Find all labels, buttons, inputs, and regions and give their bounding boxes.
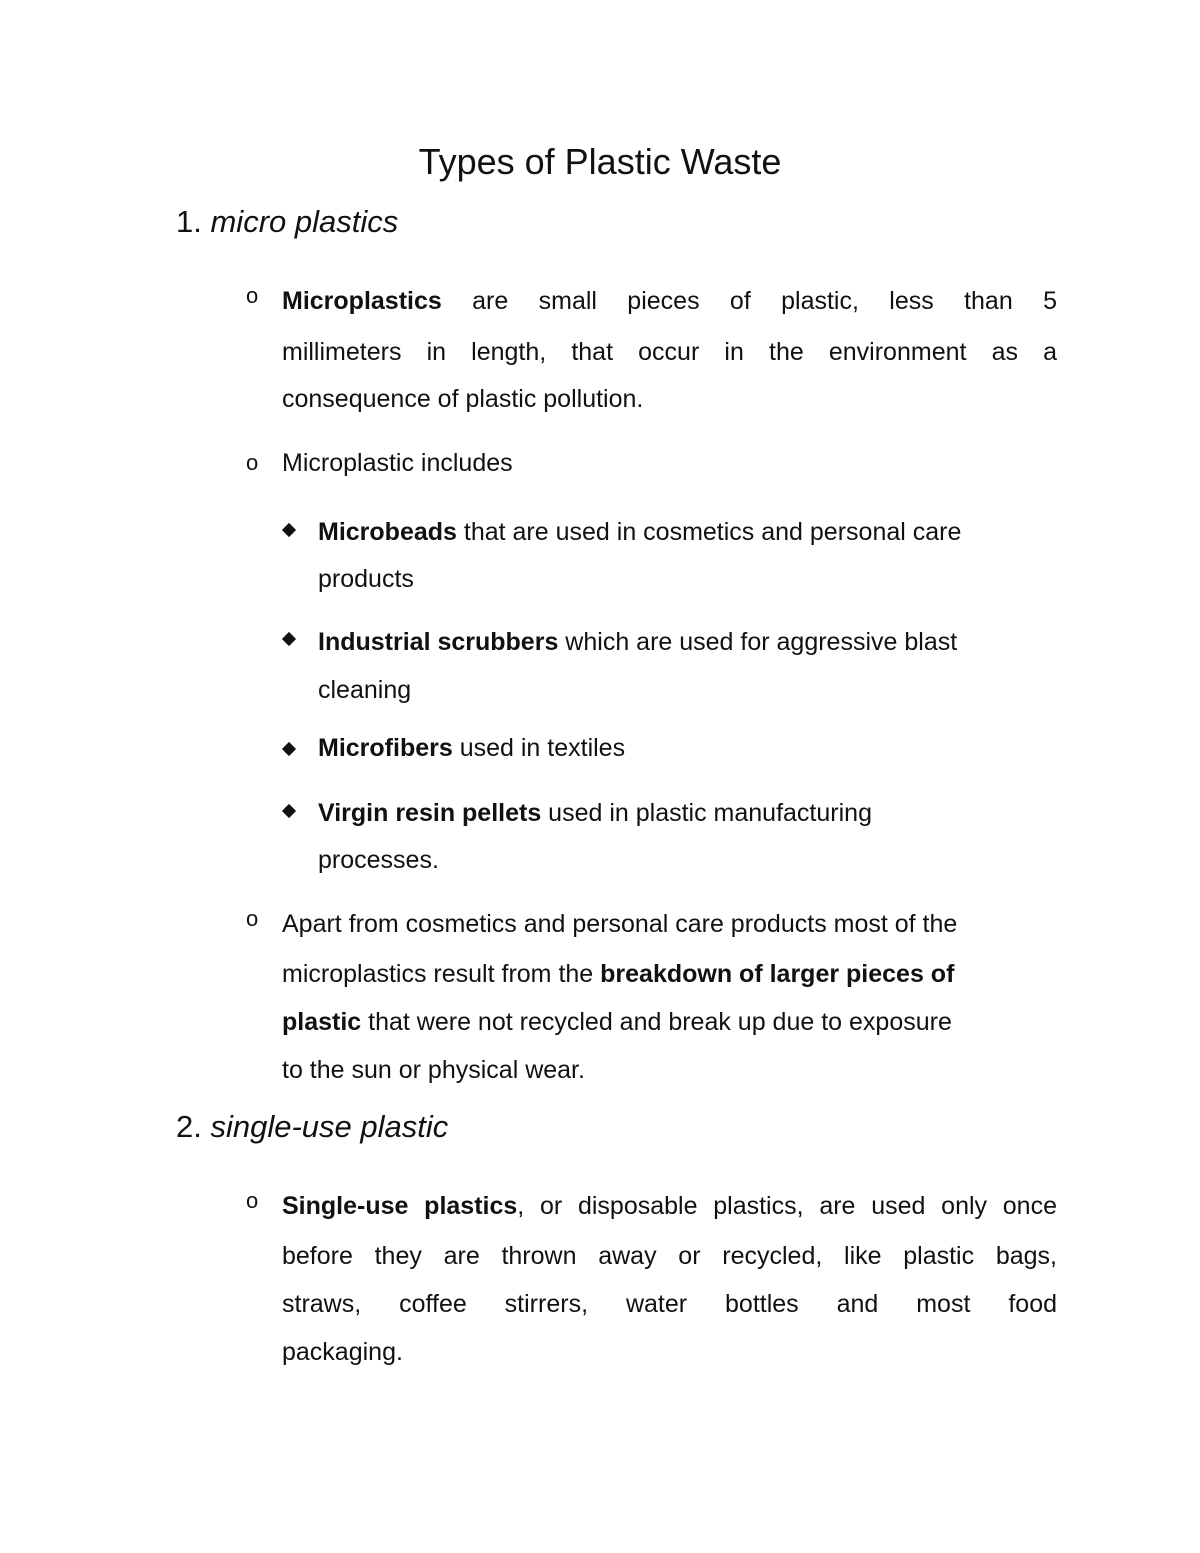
section-heading-micro-plastics — [176, 202, 398, 242]
text-line — [282, 998, 1057, 1046]
text-line — [318, 509, 1058, 556]
text-line — [318, 728, 1058, 768]
diamond-bullet-icon — [282, 804, 296, 818]
circle-bullet: o — [246, 450, 259, 475]
text-line: consequence of plastic pollution. — [282, 385, 644, 413]
diamond-bullet-icon — [282, 632, 296, 646]
subitem-microbeads — [318, 509, 1058, 603]
list-item-microplastics-definition — [282, 277, 1057, 421]
text-span: used in textiles — [452, 734, 626, 762]
list-item-single-use-definition — [282, 1181, 1057, 1376]
bold-term: plastic — [282, 1008, 362, 1036]
text-line: Apart from cosmetics and personal care products most of the — [282, 910, 958, 938]
text-line: processes. — [318, 846, 439, 874]
text-span: that were not recycled and break up due to exposure — [361, 1008, 952, 1036]
subitem-microfibers — [318, 728, 1058, 768]
subitem-industrial-scrubbers — [318, 618, 1058, 714]
bold-term: Microplastics — [282, 287, 442, 315]
circle-bullet: o — [246, 1188, 259, 1213]
text-span: , or disposable plastics, are used only once — [517, 1192, 1057, 1220]
text-line — [282, 277, 1057, 326]
text-span: which are used for aggressive blast — [558, 628, 958, 656]
text-line: packaging. — [282, 1338, 403, 1366]
bold-term: breakdown of larger pieces of — [600, 960, 955, 988]
text-line: cleaning — [318, 676, 412, 704]
text-line: millimeters in length, that occur in the environment as a — [282, 338, 1057, 366]
text-line: to the sun or physical wear. — [282, 1056, 585, 1084]
bold-term: Virgin resin pellets — [318, 799, 542, 827]
document-title: Types of Plastic Waste — [418, 141, 782, 182]
text-line — [318, 618, 1058, 666]
text-line: products — [318, 565, 414, 593]
text-span: used in plastic manufacturing — [541, 799, 872, 827]
text-line: straws, coffee stirrers, water bottles and most food — [282, 1290, 1057, 1318]
text-span: that are used in cosmetics and personal care — [456, 518, 962, 546]
section-title: micro plastics — [210, 204, 399, 239]
section-title: single-use plastic — [210, 1109, 449, 1144]
section-heading-single-use-plastic — [176, 1107, 448, 1147]
list-item-breakdown — [282, 899, 1057, 1094]
bold-term: Microfibers — [318, 734, 453, 762]
text-span: are small pieces of plastic, less than 5 — [441, 287, 1057, 315]
text-line — [282, 950, 1057, 998]
section-number: 2. — [176, 1109, 202, 1144]
diamond-bullet-icon — [282, 523, 296, 537]
circle-bullet: o — [246, 283, 259, 308]
list-item-microplastic-includes: Microplastic includes — [282, 449, 513, 477]
subitem-virgin-resin-pellets — [318, 790, 1058, 884]
text-span: microplastics result from the — [282, 960, 601, 988]
text-line — [318, 790, 1058, 837]
bold-term: Single-use plastics — [282, 1192, 518, 1220]
diamond-bullet-icon — [282, 742, 296, 756]
bold-term: Microbeads — [318, 518, 457, 546]
text-line — [282, 1181, 1057, 1232]
section-number: 1. — [176, 204, 202, 239]
bold-term: Industrial scrubbers — [318, 628, 559, 656]
circle-bullet: o — [246, 906, 259, 931]
text-line: before they are thrown away or recycled, like plastic bags, — [282, 1242, 1057, 1270]
